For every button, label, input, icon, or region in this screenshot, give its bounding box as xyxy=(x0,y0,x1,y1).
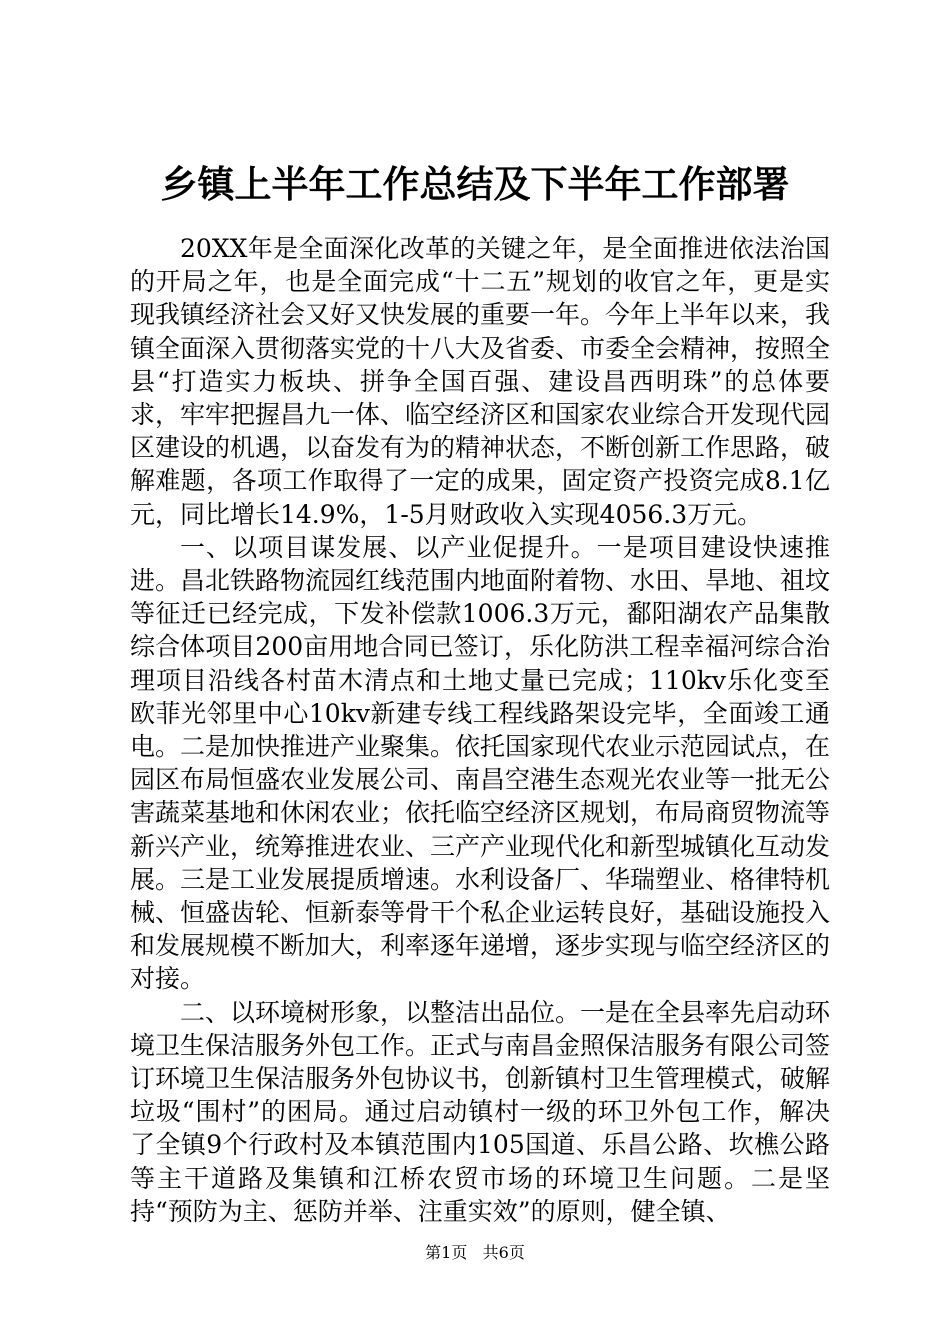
document-body xyxy=(130,232,830,1228)
page-total: 共6页 xyxy=(482,1243,525,1262)
page-number: 第1页 xyxy=(425,1243,468,1262)
page-footer xyxy=(0,1242,950,1264)
document-title: 乡镇上半年工作总结及下半年工作部署 xyxy=(160,162,790,206)
paragraph: 一、以项目谋发展、以产业促提升。一是项目建设快速推进。昌北铁路物流园红线范围内地面附着物、水田、旱地、祖坟等征迁已经完成，下发补偿款1006.3万元，鄱阳湖农产品集散综合体项目200亩用地合同已签订，乐化防洪工程幸福河综合治理项目沿线各村苗木清点和土地丈量已完成；110kv乐化变至欧菲光邻里中心10kv新建专线工程线路架设完毕，全面竣工通电。二是加快推进产业聚集。依托国家现代农业示范园试点，在园区布局恒盛农业发展公司、南昌空港生态观光农业等一批无公害蔬菜基地和休闲农业；依托临空经济区规划，布局商贸物流等新兴产业，统筹推进农业、三产产业现代化和新型城镇化互动发展。三是工业发展提质增速。水利设备厂、华瑞塑业、格律特机械、恒盛齿轮、恒新泰等骨干个私企业运转良好，基础设施投入和发展规模不断加大，利率逐年递增，逐步实现与临空经济区的对接。 xyxy=(130,532,831,994)
paragraph: 20XX年是全面深化改革的关键之年，是全面推进依法治国的开局之年，也是全面完成“十二五”规划的收官之年，更是实现我镇经济社会又好又快发展的重要一年。今年上半年以来，我镇全面深入贯彻落实党的十八大及省委、市委全会精神，按照全县“打造实力板块、拼争全国百强、建设昌西明珠”的总体要求，牢牢把握昌九一体、临空经济区和国家农业综合开发现代园区建设的机遇，以奋发有为的精神状态，不断创新工作思路，破解难题，各项工作取得了一定的成果，固定资产投资完成8.1亿元，同比增长14.9%，1-5月财政收入实现4056.3万元。 xyxy=(130,234,831,529)
paragraph: 二、以环境树形象，以整洁出品位。一是在全县率先启动环境卫生保洁服务外包工作。正式与南昌金照保洁服务有限公司签订环境卫生保洁服务外包协议书，创新镇村卫生管理模式，破解垃圾“围村”的困局。通过启动镇村一级的环卫外包工作，解决了全镇9个行政村及本镇范围内105国道、乐昌公路、坎樵公路等主干道路及集镇和江桥农贸市场的环境卫生问题。二是坚持“预防为主、惩防并举、注重实效”的原则，健全镇、 xyxy=(130,997,831,1226)
